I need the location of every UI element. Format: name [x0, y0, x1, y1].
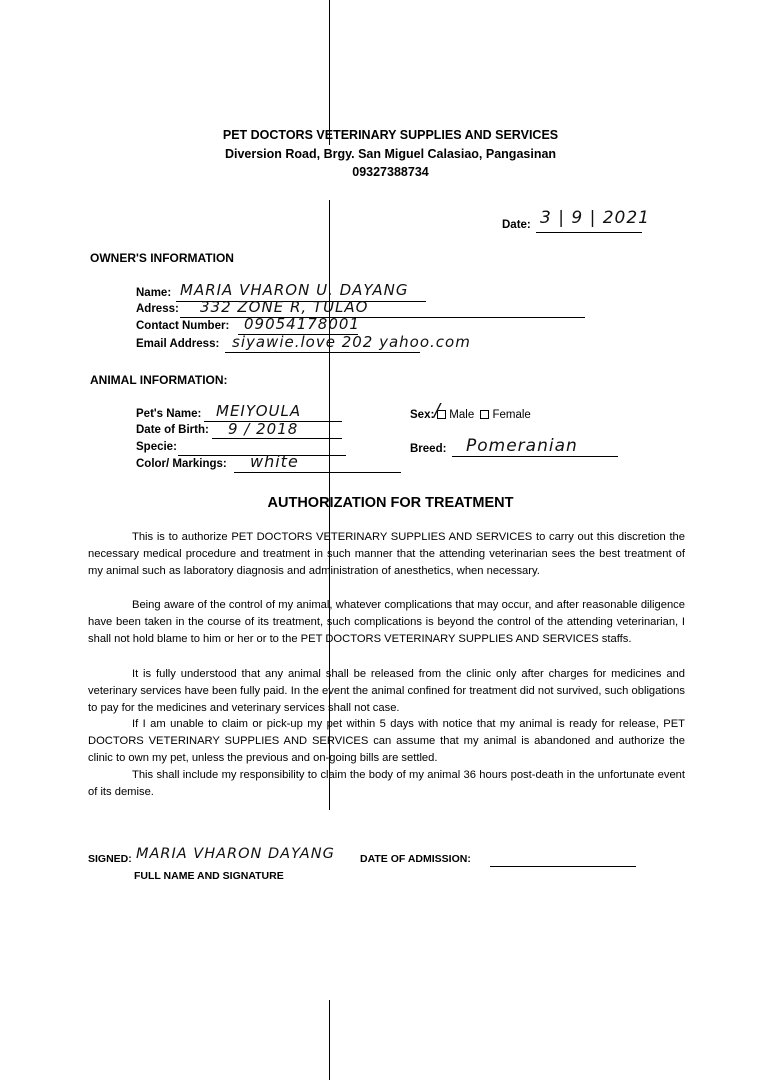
paragraph-5: This shall include my responsibility to claim the body of my animal 36 hours post-death in the unfortunate event of its demise. — [88, 769, 685, 798]
dob-value: 9 / 2018 — [228, 420, 299, 438]
admission-line — [490, 866, 636, 867]
animal-section-title: ANIMAL INFORMATION: — [90, 373, 228, 387]
paragraph-3: It is fully understood that any animal shall be released from the clinic only after charges for medicines and veterinary services have been fully paid. In the event the animal confined for treatment did not survived, such obligations to pay for the medicines and veterinary services shall not case. — [88, 668, 685, 714]
business-name: PET DOCTORS VETERINARY SUPPLIES AND SERVICES — [222, 128, 559, 142]
breed-label: Breed: — [410, 443, 447, 455]
pet-name-value: MEIYOULA — [216, 402, 302, 420]
owner-contact-label: Contact Number: — [136, 320, 230, 332]
owner-email-line — [225, 352, 420, 353]
scan-fold-line-bottom — [329, 1000, 330, 1080]
color-value: white — [250, 452, 299, 471]
business-address: Diversion Road, Brgy. San Miguel Calasiao, Pangasinan — [224, 147, 557, 161]
sex-label: Sex: — [410, 409, 435, 421]
breed-value: Pomeranian — [466, 436, 578, 456]
paragraph-1: This is to authorize PET DOCTORS VETERINARY SUPPLIES AND SERVICES to carry out this discretion the necessary medical procedure and treatment in such manner that the attending veterinarian sees the best treatment of my animal such as laboratory diagnosis and administration of anesthetics, when necessary. — [88, 531, 685, 577]
owner-address-line — [180, 317, 585, 318]
female-label: Female — [492, 409, 531, 421]
paragraph-2: Being aware of the control of my animal, whatever complications that may occur, and after reasonable diligence have been taken in the course of its treatment, such complications is beyond the control of the attending veterinarian, I shall not hold blame to him or her or to the PET DOCTORS VETERINARY SUPPLIES AND SERVICES staffs. — [88, 599, 685, 645]
authorization-title: AUTHORIZATION FOR TREATMENT — [267, 495, 514, 511]
owner-email-label: Email Address: — [136, 338, 220, 350]
date-value: 3 | 9 | 2021 — [540, 208, 650, 228]
color-label: Color/ Markings: — [136, 458, 227, 470]
dob-line — [212, 438, 342, 439]
owner-email-value: siyawie.love 202 yahoo.com — [232, 333, 471, 351]
female-checkbox[interactable] — [480, 410, 489, 419]
sex-field — [410, 409, 531, 421]
owner-name-label: Name: — [136, 287, 172, 299]
signature-caption: FULL NAME AND SIGNATURE — [134, 870, 284, 882]
date-label: Date: — [502, 219, 531, 231]
owner-name-value: MARIA VHARON U. DAYANG — [180, 281, 409, 299]
pet-name-label: Pet's Name: — [136, 408, 202, 420]
breed-line — [452, 456, 618, 457]
owner-address-value: 332 ZONE R, TULAO — [200, 298, 369, 316]
date-line — [536, 232, 642, 233]
owner-section-title: OWNER'S INFORMATION — [90, 251, 234, 265]
owner-contact-value: 09054178001 — [244, 315, 360, 333]
paragraph-4: If I am unable to claim or pick-up my pet within 5 days with notice that my animal is ready for release, PET DOCTORS VETERINARY SUPPLIES AND SERVICES can assume that my animal is abandoned and authorize the clinic to own my pet, unless the previous and on-going bills are settled. — [88, 718, 685, 764]
business-phone: 09327388734 — [352, 165, 429, 179]
sex-mark: / — [434, 400, 442, 421]
color-line — [234, 472, 401, 473]
dob-label: Date of Birth: — [136, 424, 209, 436]
signed-value: MARIA VHARON DAYANG — [136, 846, 335, 862]
male-label: Male — [449, 409, 475, 421]
scan-fold-line-top — [329, 0, 330, 145]
specie-label: Specie: — [136, 441, 177, 453]
admission-label: DATE OF ADMISSION: — [360, 853, 471, 865]
signed-label: SIGNED: — [88, 853, 132, 865]
owner-address-label: Adress: — [136, 303, 179, 315]
